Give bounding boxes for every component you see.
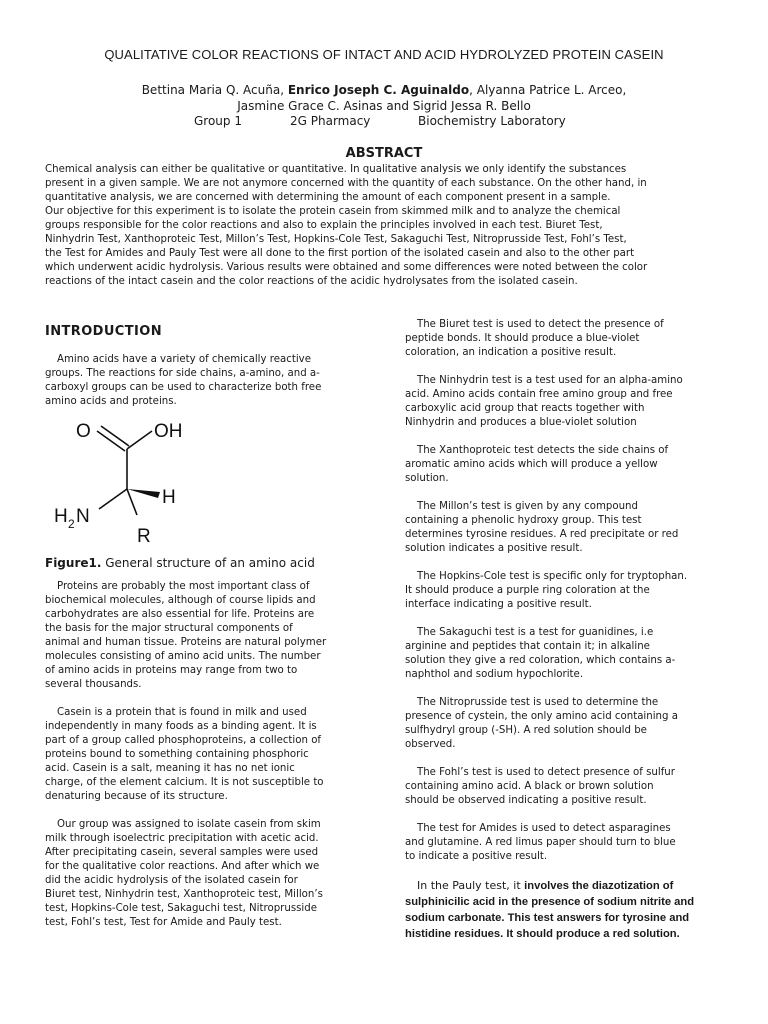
hydrogen-atom: H	[162, 487, 176, 508]
intro-paragraph-4	[45, 818, 345, 930]
amine-bond	[99, 489, 127, 509]
paper-title: QUALITATIVE COLOR REACTIONS OF INTACT AND ACID HYDROLYZED PROTEIN CASEIN	[104, 47, 664, 62]
test-description	[405, 374, 753, 430]
intro-paragraph-2	[45, 580, 345, 692]
amine-hydrogen: H	[54, 506, 68, 527]
test-line: solution.	[405, 473, 449, 484]
abstract-line: groups responsible for the color reactions and also to explain the principles involved in each test. Biuret Test,	[45, 220, 603, 231]
test-line: The test for Amides is used to detect asparagines	[417, 823, 671, 834]
abstract-line: the Test for Amides and Pauly Test were all done to the first portion of the isolated casein and also to the other part	[45, 248, 635, 259]
amino-acid-structure-figure	[45, 417, 345, 552]
test-line: sulfhydryl group (-SH). A red solution should be	[405, 725, 647, 736]
right-column	[405, 318, 753, 942]
intro-line: the basis for the major structural components of	[45, 623, 293, 634]
intro-line: proteins bound to something containing phosphoric	[45, 749, 309, 760]
abstract-line: Our objective for this experiment is to isolate the protein casein from skimmed milk and to analyze the chemical	[45, 206, 621, 217]
test-line: The Fohl’s test is used to detect presence of sulfur	[417, 767, 675, 778]
hydroxyl-group: OH	[154, 421, 183, 442]
test-line: The Nitroprusside test is used to determine the	[417, 697, 659, 708]
intro-line: acid. Casein is a salt, meaning it has no net ionic	[45, 763, 295, 774]
oxygen-atom: O	[76, 421, 91, 442]
abstract-line: Chemical analysis can either be qualitative or quantitative. In qualitative analysis we only identify the substances	[45, 164, 627, 175]
test-line: containing amino acid. A black or brown solution	[405, 781, 654, 792]
figure-caption: Figure1. General structure of an amino acid	[45, 556, 315, 570]
intro-line: milk through isoelectric precipitation with acetic acid.	[45, 833, 319, 844]
test-line: presence of cystein, the only amino acid containing a	[405, 711, 678, 722]
test-line: containing a phenolic hydroxy group. This test	[405, 515, 642, 526]
intro-paragraph-3	[45, 706, 345, 804]
figure-label: Figure1.	[45, 556, 102, 570]
amino-acid-structure-diagram	[45, 417, 345, 552]
intro-line: of amino acids in proteins may range from two to	[45, 665, 298, 676]
intro-paragraph-1	[45, 353, 345, 409]
intro-line: several thousands.	[45, 679, 142, 690]
carboxyl-oh-bond	[127, 431, 152, 449]
abstract-line: Ninhydrin Test, Xanthoproteic Test, Millon’s Test, Hopkins-Cole Test, Sakaguchi Test, Nitroprusside Test, Fohl’s Test,	[45, 234, 627, 245]
nitrogen-atom: N	[76, 506, 90, 527]
amine-subscript: 2	[68, 517, 75, 531]
test-line: Ninhydrin and produces a blue-violet solution	[405, 417, 637, 428]
intro-line: groups. The reactions for side chains, a-amino, and a-	[45, 368, 320, 379]
test-line: naphthol and sodium hypochlorite.	[405, 669, 584, 680]
intro-line: did the acidic hydrolysis of the isolated casein for	[45, 875, 298, 886]
presenting-author: Enrico Joseph C. Aguinaldo	[287, 83, 470, 97]
intro-line: carbohydrates are also essential for life. Proteins are	[45, 609, 315, 620]
test-line: The Ninhydrin test is a test used for an alpha-amino	[417, 375, 683, 386]
abstract-line: reactions of the intact casein and the color reactions of the acidic hydrolysates from the isolated casein.	[45, 276, 578, 287]
test-line: The Xanthoproteic test detects the side chains of	[417, 445, 669, 456]
test-line: solution indicates a positive result.	[405, 543, 583, 554]
abstract-line: present in a given sample. We are not anymore concerned with the quantity of each substance. On the other hand, in	[45, 178, 647, 189]
left-column	[45, 324, 345, 930]
test-line: carboxylic acid group that reacts together with	[405, 403, 645, 414]
introduction-heading: INTRODUCTION	[45, 324, 162, 339]
abstract-line: quantitative analysis, we are concerned with determining the amount of each component present in a sample.	[45, 192, 611, 203]
intro-line: test, Hopkins-Cole test, Sakaguchi test, Nitroprusside	[45, 903, 317, 914]
test-line: solution they give a red coloration, which contains a-	[405, 655, 676, 666]
test-line: coloration, an indication a positive result.	[405, 347, 617, 358]
intro-line: independently in many foods as a binding agent. It is	[45, 721, 317, 732]
intro-line: Our group was assigned to isolate casein from skim	[57, 819, 321, 830]
group-label: Group 1	[194, 114, 242, 128]
author-line-2: Jasmine Grace C. Asinas and Sigrid Jessa R. Bello	[237, 99, 531, 113]
intro-line: denaturing because of its structure.	[45, 791, 228, 802]
test-description	[405, 822, 753, 864]
test-description	[405, 500, 753, 556]
test-description	[405, 318, 753, 360]
intro-line: Proteins are probably the most important class of	[57, 581, 310, 592]
test-line: observed.	[405, 739, 456, 750]
author-line-1: Bettina Maria Q. Acuña, Enrico Joseph C. Aguinaldo, Alyanna Patrice L. Arceo,	[141, 83, 627, 97]
test-line: should be observed indicating a positive result.	[405, 795, 647, 806]
color-tests-list	[405, 318, 753, 864]
intro-line: part of a group called phosphoproteins, a collection of	[45, 735, 322, 746]
test-line: It should produce a purple ring coloration at the	[405, 585, 650, 596]
test-description	[405, 626, 753, 682]
intro-line: carboxyl groups can be used to characterize both free	[45, 382, 322, 393]
intro-line: charge, of the element calcium. It is not susceptible to	[45, 777, 324, 788]
abstract-body	[45, 163, 725, 289]
test-line: The Biuret test is used to detect the presence of	[417, 319, 664, 330]
wedge-bond-hydrogen	[127, 489, 160, 498]
r-group: R	[137, 526, 151, 547]
test-line: The Hopkins-Cole test is specific only for tryptophan.	[417, 571, 688, 582]
test-description	[405, 766, 753, 808]
test-description	[405, 444, 753, 486]
intro-line: After precipitating casein, several samples were used	[45, 847, 319, 858]
test-description	[405, 696, 753, 752]
test-line: arginine and peptides that contain it; in alkaline	[405, 641, 650, 652]
intro-line: test, Fohl’s test, Test for Amide and Pauly test.	[45, 917, 282, 928]
author-list	[0, 82, 768, 114]
test-line: The Sakaguchi test is a test for guanidines, i.e	[417, 627, 654, 638]
lab-label: Biochemistry Laboratory	[418, 114, 566, 128]
test-line: interface indicating a positive result.	[405, 599, 592, 610]
intro-line: animal and human tissue. Proteins are natural polymer	[45, 637, 327, 648]
test-line: The Millon’s test is given by any compound	[417, 501, 638, 512]
intro-line: Casein is a protein that is found in milk and used	[57, 707, 307, 718]
test-line: acid. Amino acids contain free amino group and free	[405, 389, 673, 400]
intro-line: Amino acids have a variety of chemically reactive	[57, 354, 311, 365]
pauly-test-paragraph: In the Pauly test, it involves the diazotization of sulphinicilic acid in the presence of sodium nitrite and sodium carbonate. This test answers for tyrosine and histidine residues. It should produce a red solution.	[405, 879, 695, 940]
intro-line: biochemical molecules, although of course lipids and	[45, 595, 316, 606]
test-line: determines tyrosine residues. A red precipitate or red	[405, 529, 679, 540]
course-label: 2G Pharmacy	[290, 114, 371, 128]
abstract-line: which underwent acidic hydrolysis. Various results were obtained and some differences were noted between the color	[45, 262, 648, 273]
intro-line: for the qualitative color reactions. And after which we	[45, 861, 320, 872]
intro-line: Biuret test, Ninhydrin test, Xanthoproteic test, Millon’s	[45, 889, 323, 900]
test-line: to indicate a positive result.	[405, 851, 548, 862]
intro-line: amino acids and proteins.	[45, 396, 177, 407]
abstract-heading: ABSTRACT	[345, 146, 423, 161]
test-line: aromatic amino acids which will produce a yellow	[405, 459, 658, 470]
test-line: peptide bonds. It should produce a blue-violet	[405, 333, 640, 344]
test-line: and glutamine. A red limus paper should turn to blue	[405, 837, 676, 848]
test-description	[405, 570, 753, 612]
intro-line: molecules consisting of amino acid units. The number	[45, 651, 321, 662]
